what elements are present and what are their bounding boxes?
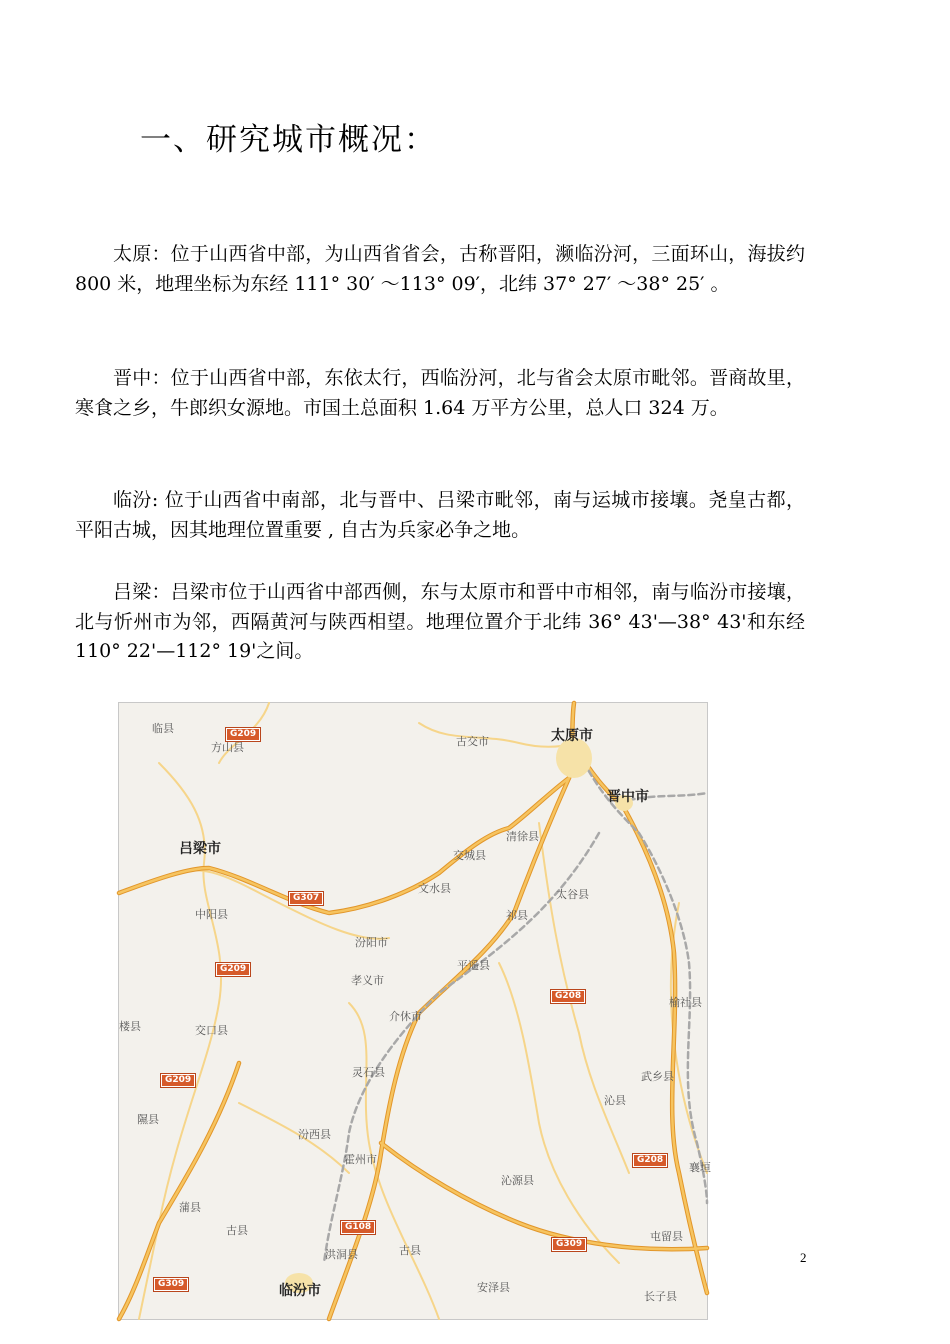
- paragraph-jinzhong: 晋中：位于山西省中部，东依太行，西临汾河，北与省会太原市毗邻。晋商故里，寒食之乡，牛郎织女源地。市国土总面积 1.64 万平方公里，总人口 324 万。: [75, 367, 805, 419]
- place-taigu: 太谷县: [556, 888, 589, 901]
- region-map[interactable]: [118, 702, 711, 1320]
- road-shield-g209: G209: [226, 728, 260, 741]
- place-wenshui: 文水县: [418, 882, 451, 895]
- page-number: 2: [800, 1250, 807, 1265]
- place-xiangyuan: 襄垣: [689, 1161, 711, 1174]
- road-shield-g209: G209: [216, 963, 250, 976]
- place-guxian2: 古县: [399, 1244, 421, 1257]
- place-zhongyang: 中阳县: [195, 908, 228, 921]
- place-gujiao: 古交市: [456, 735, 489, 748]
- place-jiaocheng: 交城县: [453, 849, 486, 862]
- place-jinzhong: 晋中市: [607, 789, 649, 805]
- road-shield-g108: G108: [341, 1221, 375, 1234]
- section-title: 一、研究城市概况：: [140, 122, 437, 158]
- place-zhangzi: 长子县: [644, 1290, 677, 1303]
- road-shield-g209: G209: [161, 1074, 195, 1087]
- paragraph-lvliang: 吕梁：吕梁市位于山西省中部西侧，东与太原市和晋中市相邻，南与临汾市接壤，北与忻州市为邻，西隔黄河与陕西相望。地理位置介于北纬 36° 43'—38° 43'和东经 110° 22'—112° 19'之间。: [75, 581, 805, 662]
- place-qinyuan: 沁源县: [501, 1174, 534, 1187]
- place-qinxian: 沁县: [604, 1094, 626, 1107]
- place-fenyang: 汾阳市: [355, 936, 388, 949]
- place-linxian: 临县: [152, 722, 174, 735]
- place-loufan: 楼县: [119, 1020, 141, 1033]
- place-linfen: 临汾市: [279, 1283, 321, 1299]
- place-fangshan: 方山县: [211, 741, 244, 754]
- place-jiexiu: 介休市: [389, 1010, 422, 1023]
- road-shield-g208: G208: [551, 990, 585, 1003]
- place-pingyao: 平遥县: [457, 959, 490, 972]
- road-shield-g309: G309: [154, 1278, 188, 1291]
- place-puxian: 蒲县: [179, 1201, 201, 1214]
- place-tunliu: 屯留县: [650, 1230, 683, 1243]
- place-lvliang: 吕梁市: [179, 841, 221, 857]
- paragraph-taiyuan: 太原：位于山西省中部，为山西省省会，古称晋阳，濒临汾河，三面环山，海拔约 800 米，地理坐标为东经 111° 30′ ～113° 09′，北纬 37° 27′ ～38° 25′ 。: [75, 243, 805, 295]
- paragraph-linfen: 临汾: 位于山西省中南部，北与晋中、吕梁市毗邻，南与运城市接壤。尧皇古都，平阳古城，因其地理位置重要 , 自古为兵家必争之地。: [75, 489, 805, 541]
- road-shield-g307: G307: [289, 892, 323, 905]
- place-jiaokou: 交口县: [195, 1024, 228, 1037]
- place-qixian: 祁县: [506, 909, 528, 922]
- place-huozhou: 霍州市: [344, 1153, 377, 1166]
- place-qingxu: 清徐县: [506, 830, 539, 843]
- place-hongdong: 洪洞县: [325, 1248, 358, 1261]
- place-xixian: 隰县: [137, 1113, 159, 1126]
- place-guxian1: 古县: [226, 1224, 248, 1237]
- place-yushe: 榆社县: [669, 996, 702, 1009]
- place-wuxiang: 武乡县: [641, 1070, 674, 1083]
- place-lingshi: 灵石县: [352, 1066, 385, 1079]
- road-shield-g208: G208: [633, 1154, 667, 1167]
- road-shield-g309: G309: [552, 1238, 586, 1251]
- place-taiyuan: 太原市: [551, 728, 593, 744]
- place-xiaoyi: 孝义市: [351, 974, 384, 987]
- place-fenxi: 汾西县: [298, 1128, 331, 1141]
- place-anze: 安泽县: [477, 1281, 510, 1294]
